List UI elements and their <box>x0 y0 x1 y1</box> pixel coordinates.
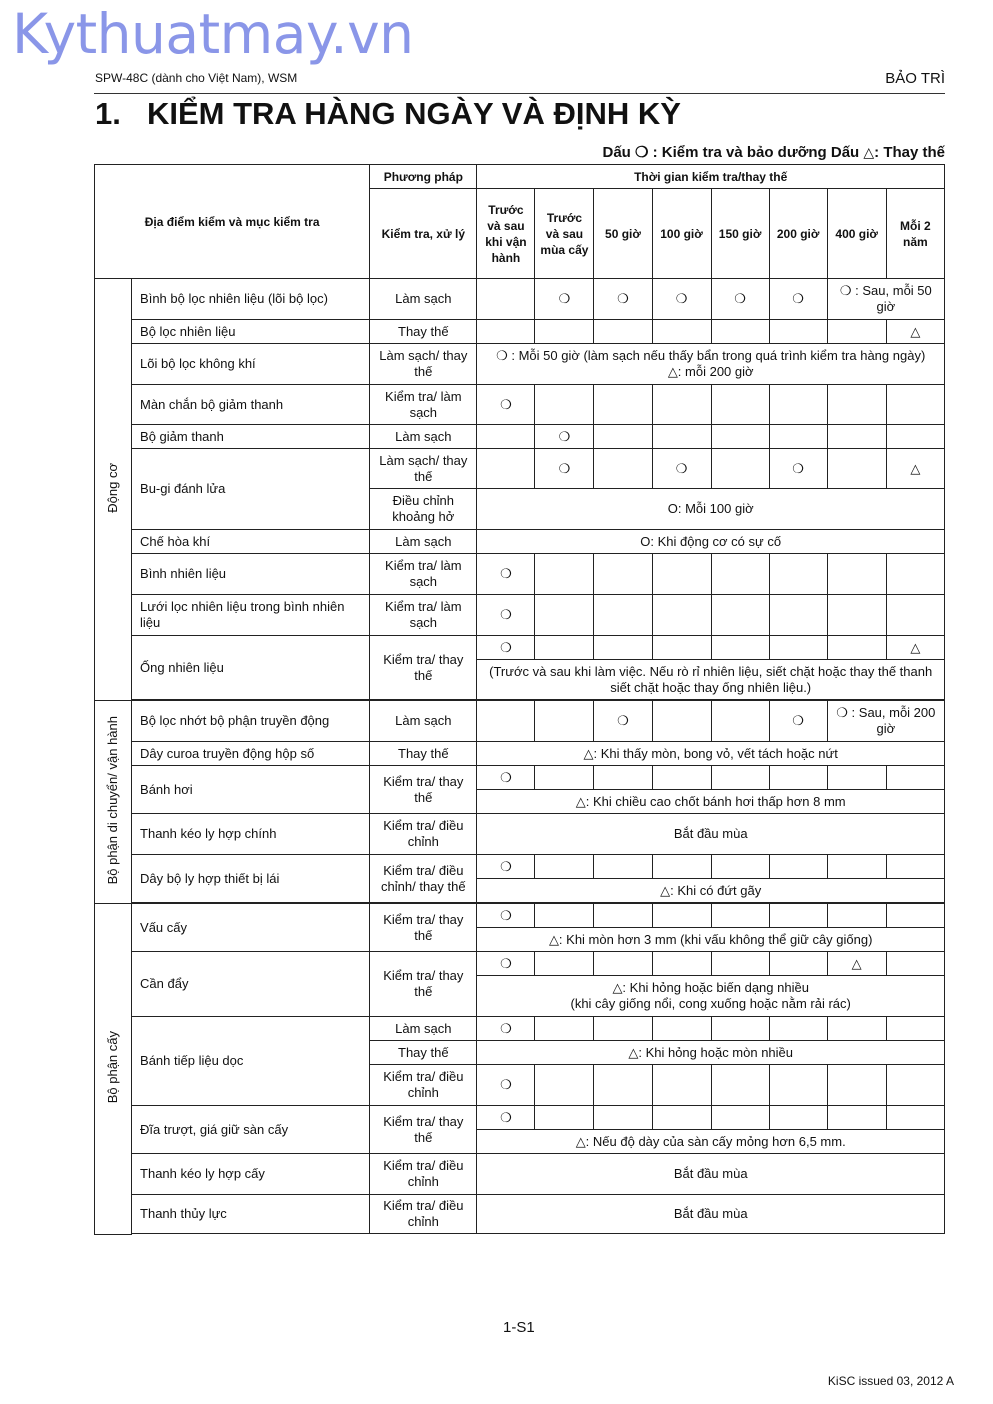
group-engine: Động cơ <box>95 279 132 701</box>
title-text: KIỂM TRA HÀNG NGÀY VÀ ĐỊNH KỲ <box>147 96 681 131</box>
circle-icon: ❍ <box>635 144 649 161</box>
item-label: Màn chắn bộ giảm thanh <box>132 385 370 425</box>
header-interval: 150 giờ <box>711 189 769 279</box>
circle-icon: ❍ <box>535 279 594 320</box>
note-cell: Bắt đầu mùa <box>477 1195 945 1234</box>
table-row <box>95 1106 945 1130</box>
header-time-group: Thời gian kiểm tra/thay thế <box>477 165 945 189</box>
method-cell: Kiểm tra/ thay thế <box>370 636 477 700</box>
item-label: Bánh hơi <box>132 766 370 814</box>
watermark-logo: Kythuatmay.vn <box>12 2 414 66</box>
item-label: Lưới lọc nhiên liệu trong bình nhiên liệu <box>132 595 370 636</box>
circle-icon: ❍ <box>477 952 535 976</box>
method-cell: Kiểm tra/ thay thế <box>370 766 477 814</box>
method-cell: Làm sạch/ thay thế <box>370 344 477 385</box>
item-label: Bình bộ lọc nhiên liệu (lõi bộ lọc) <box>132 279 370 320</box>
note-cell: ❍ : Mỗi 50 giờ (làm sạch nếu thấy bẩn trong quá trình kiểm tra hàng ngày) △: mỗi 200 giờ <box>477 344 945 385</box>
table-row <box>95 554 945 595</box>
item-label: Ống nhiên liệu <box>132 636 370 700</box>
table-row <box>95 449 945 489</box>
method-cell: Thay thế <box>370 1041 477 1065</box>
method-cell: Thay thế <box>370 742 477 766</box>
circle-icon: ❍ <box>477 855 535 879</box>
circle-icon: ❍ <box>477 904 535 928</box>
method-cell: Kiểm tra/ thay thế <box>370 952 477 1017</box>
note-cell: O: Mỗi 100 giờ <box>477 489 945 530</box>
circle-icon: ❍ <box>769 701 827 742</box>
legend-text: Dấu <box>602 144 636 161</box>
circle-icon: ❍ <box>594 701 652 742</box>
issue-note: KiSC issued 03, 2012 A <box>827 1374 954 1388</box>
table-row <box>95 530 945 554</box>
header-interval: 200 giờ <box>769 189 827 279</box>
table-row <box>95 1195 945 1234</box>
method-cell: Kiểm tra/ điều chỉnh <box>370 1065 477 1106</box>
table-row <box>95 344 945 385</box>
method-cell: Làm sạch <box>370 530 477 554</box>
note-cell: ❍ : Sau, mỗi 50 giờ <box>827 279 944 320</box>
note-cell: △: Khi chiều cao chốt bánh hơi thấp hơn 8 mm <box>477 790 945 814</box>
item-label: Bình nhiên liệu <box>132 554 370 595</box>
note-cell: △: Khi có đứt gãy <box>477 879 945 903</box>
table-row <box>95 385 945 425</box>
inspection-table <box>94 164 945 1235</box>
circle-icon: ❍ <box>477 554 535 595</box>
circle-icon: ❍ <box>769 279 827 320</box>
table-row <box>95 742 945 766</box>
method-cell: Làm sạch <box>370 701 477 742</box>
header-interval: Mỗi 2 năm <box>886 189 944 279</box>
circle-icon: ❍ <box>594 279 652 320</box>
page-title <box>95 96 681 132</box>
title-number: 1. <box>95 96 121 131</box>
note-cell: △: Khi mòn hơn 3 mm (khi vấu không thể giữ cây giống) <box>477 928 945 952</box>
table-row <box>95 904 945 928</box>
circle-icon: ❍ <box>477 385 535 425</box>
header-interval: Trước và sau khi vận hành <box>477 189 535 279</box>
circle-icon: ❍ <box>652 279 711 320</box>
item-label: Thanh thủy lực <box>132 1195 370 1234</box>
circle-icon: ❍ <box>769 449 827 489</box>
header-divider <box>94 93 945 94</box>
header-interval: Trước và sau mùa cấy <box>535 189 594 279</box>
item-label: Bộ lọc nhiên liệu <box>132 320 370 344</box>
method-cell: Điều chỉnh khoảng hở <box>370 489 477 530</box>
table-row <box>95 1017 945 1041</box>
header-interval: 50 giờ <box>594 189 652 279</box>
table-row <box>95 320 945 344</box>
circle-icon: ❍ <box>477 766 535 790</box>
method-cell: Làm sạch <box>370 425 477 449</box>
method-cell: Kiểm tra/ làm sạch <box>370 554 477 595</box>
triangle-icon: △ <box>886 636 944 660</box>
table-row <box>95 952 945 976</box>
circle-icon: ❍ <box>652 449 711 489</box>
item-label: Vấu cấy <box>132 904 370 952</box>
group-travel: Bộ phận di chuyển/ vận hành <box>95 701 132 904</box>
method-cell: Kiểm tra/ làm sạch <box>370 385 477 425</box>
item-label: Thanh kéo ly hợp cấy <box>132 1154 370 1195</box>
legend <box>603 143 946 161</box>
method-cell: Làm sạch <box>370 1017 477 1041</box>
table-row <box>95 595 945 636</box>
method-cell: Kiểm tra/ thay thế <box>370 904 477 952</box>
note-cell: Bắt đầu mùa <box>477 814 945 855</box>
item-label: Bánh tiếp liệu dọc <box>132 1017 370 1106</box>
item-label: Bộ lọc nhớt bộ phận truyền động <box>132 701 370 742</box>
method-cell: Kiểm tra/ làm sạch <box>370 595 477 636</box>
header-interval: 100 giờ <box>652 189 711 279</box>
method-cell: Kiểm tra/ điều chỉnh <box>370 1154 477 1195</box>
header-location: Địa điểm kiểm và mục kiểm tra <box>95 165 370 279</box>
table-row <box>95 701 945 742</box>
item-label: Dây curoa truyền động hộp số <box>132 742 370 766</box>
legend-text: : Kiểm tra và bảo dưỡng Dấu <box>648 144 864 161</box>
note-cell: △: Khi hỏng hoặc mòn nhiều <box>477 1041 945 1065</box>
circle-icon: ❍ <box>477 1017 535 1041</box>
table-row <box>95 636 945 660</box>
item-label: Cần đẩy <box>132 952 370 1017</box>
method-cell: Thay thế <box>370 320 477 344</box>
circle-icon: ❍ <box>535 425 594 449</box>
circle-icon: ❍ <box>711 279 769 320</box>
table-row <box>95 855 945 879</box>
circle-icon: ❍ <box>477 1065 535 1106</box>
triangle-icon: △ <box>827 952 886 976</box>
table-row <box>95 425 945 449</box>
page-number: 1-S1 <box>503 1319 535 1336</box>
note-cell: Bắt đầu mùa <box>477 1154 945 1195</box>
item-label: Dây bộ ly hợp thiết bị lái <box>132 855 370 903</box>
table-row <box>95 1154 945 1195</box>
table-row <box>95 279 945 320</box>
table-row <box>95 814 945 855</box>
header-method: Kiểm tra, xử lý <box>370 189 477 279</box>
header-method-group: Phương pháp <box>370 165 477 189</box>
header-model: SPW-48C (dành cho Việt Nam), WSM <box>95 71 298 85</box>
item-label: Bộ giảm thanh <box>132 425 370 449</box>
method-cell: Kiểm tra/ điều chỉnh <box>370 814 477 855</box>
item-label: Thanh kéo ly hợp chính <box>132 814 370 855</box>
header-section: BẢO TRÌ <box>885 70 945 87</box>
item-label: Bu-gi đánh lửa <box>132 449 370 530</box>
method-cell: Kiểm tra/ thay thế <box>370 1106 477 1154</box>
table-row <box>95 766 945 790</box>
circle-icon: ❍ <box>477 636 535 660</box>
item-label: Đĩa trượt, giá giữ sàn cấy <box>132 1106 370 1154</box>
circle-icon: ❍ <box>535 449 594 489</box>
item-label: Chế hòa khí <box>132 530 370 554</box>
legend-text: : Thay thế <box>874 144 945 161</box>
triangle-icon: △ <box>863 144 875 160</box>
note-cell: △: Nếu độ dày của sàn cấy mỏng hơn 6,5 mm. <box>477 1130 945 1154</box>
note-cell: O: Khi động cơ có sự cố <box>477 530 945 554</box>
circle-icon: ❍ <box>477 1106 535 1130</box>
note-cell: △: Khi thấy mòn, bong vỏ, vết tách hoặc nứt <box>477 742 945 766</box>
circle-icon: ❍ <box>477 595 535 636</box>
triangle-icon: △ <box>886 449 944 489</box>
group-planting: Bộ phận cấy <box>95 904 132 1235</box>
note-cell: △: Khi hỏng hoặc biến dạng nhiều (khi cây giống nổi, cong xuống hoặc nằm rải rác) <box>477 976 945 1017</box>
header-interval: 400 giờ <box>827 189 886 279</box>
method-cell: Kiểm tra/ điều chỉnh <box>370 1195 477 1234</box>
method-cell: Kiểm tra/ điều chỉnh/ thay thế <box>370 855 477 903</box>
method-cell: Làm sạch <box>370 279 477 320</box>
note-cell: ❍ : Sau, mỗi 200 giờ <box>827 701 944 742</box>
note-cell: (Trước và sau khi làm việc. Nếu rò rỉ nhiên liệu, siết chặt hoặc thay thế thanh siết chặt hoặc thay ống nhiên liệu.) <box>477 660 945 700</box>
triangle-icon: △ <box>886 320 944 344</box>
method-cell: Làm sạch/ thay thế <box>370 449 477 489</box>
item-label: Lõi bộ lọc không khí <box>132 344 370 385</box>
